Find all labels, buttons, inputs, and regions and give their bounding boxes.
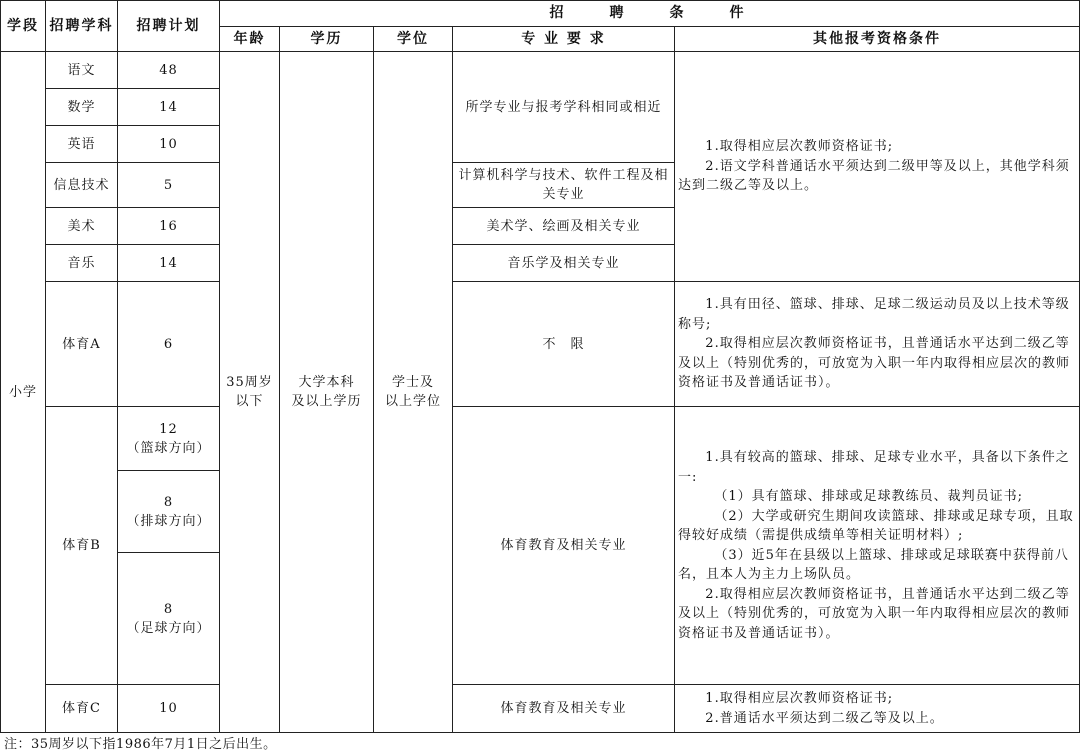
other-cell-pe-a	[675, 282, 1080, 407]
plan-count: 8	[163, 601, 174, 617]
condition-item: 1.具有较高的篮球、排球、足球专业水平，具备以下条件之一:	[678, 450, 1070, 485]
plan-direction: （足球方向）	[126, 620, 211, 636]
condition-subitem: （3）近5年在县级以上篮球、排球或足球联赛中获得前八名，且本人为主力上场队员。	[678, 547, 1069, 582]
major-cell-art: 美术学、绘画及相关专业	[453, 208, 675, 245]
plan-cell: 14	[118, 245, 220, 282]
condition-item: 2.语文学科普通话水平须达到二级甲等及以上，其他学科须达到二级乙等及以上。	[678, 158, 1070, 194]
condition-item: 1.具有田径、篮球、排球、足球二级运动员及以上技术等级称号;	[678, 297, 1070, 332]
header-other: 其他报考资格条件	[675, 27, 1080, 52]
education-line: 及以上学历	[291, 394, 362, 409]
subject-cell: 数学	[46, 89, 118, 126]
subject-cell: 信息技术	[46, 163, 118, 208]
major-cell-pe-a: 不 限	[453, 282, 675, 407]
age-line: 以下	[235, 394, 264, 409]
footnote: 注：35周岁以下指1986年7月1日之后出生。	[4, 737, 277, 752]
other-cell-pe-c	[675, 685, 1080, 733]
table-row	[1, 282, 1080, 407]
other-cell-general	[675, 52, 1080, 282]
subject-cell: 英语	[46, 126, 118, 163]
plan-cell: 16	[118, 208, 220, 245]
condition-subitem: （1）具有篮球、排球或足球教练员、裁判员证书;	[714, 489, 1024, 504]
plan-direction: （篮球方向）	[126, 440, 211, 456]
subject-cell: 体育A	[46, 282, 118, 407]
major-cell-music: 音乐学及相关专业	[453, 245, 675, 282]
header-major: 专 业 要 求	[453, 27, 675, 52]
plan-cell: 10	[118, 685, 220, 733]
plan-cell: 5	[118, 163, 220, 208]
age-line: 35周岁	[226, 375, 273, 390]
condition-subitem: （2）大学或研究生期间攻读篮球、排球或足球专项，且取得较好成绩（需提供成绩单等相关证明材料）;	[678, 508, 1074, 543]
condition-item: 1.取得相应层次教师资格证书;	[705, 139, 894, 155]
plan-cell: 48	[118, 52, 220, 89]
subject-cell: 音乐	[46, 245, 118, 282]
major-cell-general: 所学专业与报考学科相同或相近	[453, 52, 675, 163]
major-cell-it: 计算机科学与技术、软件工程及相关专业	[453, 163, 675, 208]
subject-cell: 体育B	[46, 407, 118, 685]
table-row	[1, 685, 1080, 733]
condition-item: 1.取得相应层次教师资格证书;	[705, 691, 894, 706]
education-cell	[280, 52, 374, 733]
table-row	[1, 407, 1080, 471]
plan-count: 8	[163, 494, 174, 510]
table-row	[1, 52, 1080, 89]
segment-cell: 小学	[1, 52, 46, 733]
header-segment: 学段	[1, 1, 46, 52]
condition-item: 2.取得相应层次教师资格证书，且普通话水平达到二级乙等及以上（特别优秀的，可放宽为入职一年内取得相应层次的教师资格证书及普通话证书）。	[678, 586, 1071, 641]
plan-cell	[118, 407, 220, 471]
degree-cell	[374, 52, 453, 733]
header-conditions: 招聘条件	[220, 1, 1080, 27]
education-line: 大学本科	[298, 375, 355, 390]
plan-cell	[118, 471, 220, 553]
plan-direction: （排球方向）	[126, 513, 211, 529]
header-degree: 学位	[374, 27, 453, 52]
other-cell-pe-b	[675, 407, 1080, 685]
major-cell-pe-c: 体育教育及相关专业	[453, 685, 675, 733]
age-cell	[220, 52, 280, 733]
degree-line: 以上学位	[384, 394, 441, 409]
plan-cell: 10	[118, 126, 220, 163]
subject-cell: 体育C	[46, 685, 118, 733]
condition-item: 2.取得相应层次教师资格证书，且普通话水平达到二级乙等及以上（特别优秀的，可放宽为入职一年内取得相应层次的教师资格证书及普通话证书）。	[678, 336, 1071, 391]
plan-cell	[118, 553, 220, 685]
subject-cell: 语文	[46, 52, 118, 89]
header-age: 年龄	[220, 27, 280, 52]
major-cell-pe-b: 体育教育及相关专业	[453, 407, 675, 685]
subject-cell: 美术	[46, 208, 118, 245]
condition-item: 2.普通话水平须达到二级乙等及以上。	[705, 710, 944, 726]
header-subject: 招聘学科	[46, 1, 118, 52]
plan-count: 12	[159, 421, 178, 437]
plan-cell: 14	[118, 89, 220, 126]
header-plan: 招聘计划	[118, 1, 220, 52]
degree-line: 学士及	[391, 375, 434, 390]
header-education: 学历	[280, 27, 374, 52]
plan-cell: 6	[118, 282, 220, 407]
